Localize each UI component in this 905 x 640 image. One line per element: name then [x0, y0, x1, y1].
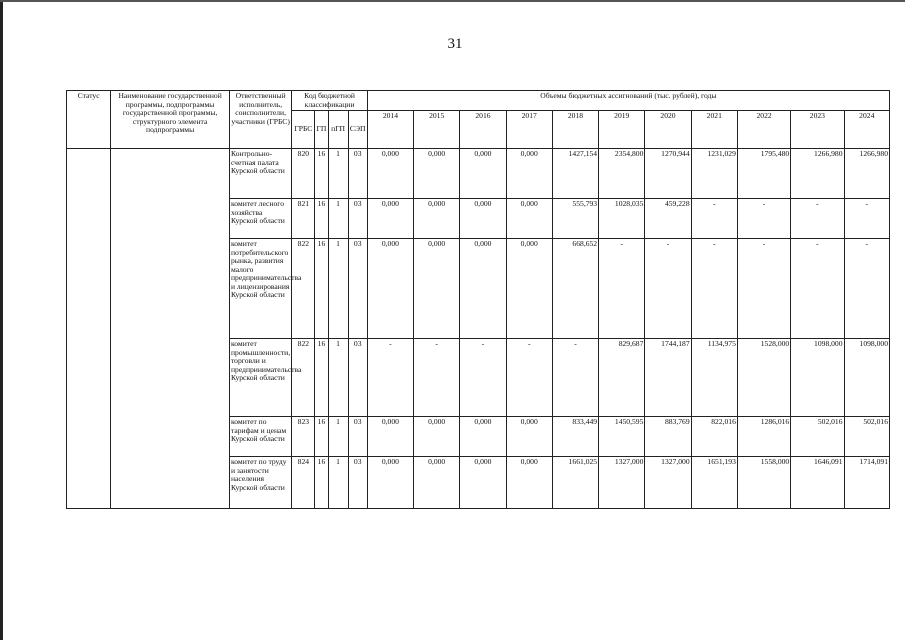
value-cell: -: [844, 239, 889, 339]
code-gp: 16: [315, 149, 328, 199]
value-cell: 0,000: [460, 417, 506, 457]
value-cell: 0,000: [414, 199, 460, 239]
code-gp: 16: [315, 417, 328, 457]
value-cell: -: [552, 339, 598, 417]
header-code-pgp: пГП: [328, 111, 348, 149]
page-number: 31: [447, 36, 463, 52]
header-year: 2016: [460, 111, 506, 149]
value-cell: 1744,187: [645, 339, 691, 417]
header-code-grbs: ГРБС: [292, 111, 315, 149]
value-cell: 1134,975: [691, 339, 737, 417]
code-pgp: 1: [328, 339, 348, 417]
header-year: 2015: [414, 111, 460, 149]
value-cell: 1327,000: [645, 457, 691, 509]
header-year: 2021: [691, 111, 737, 149]
value-cell: 1231,029: [691, 149, 737, 199]
value-cell: 1427,154: [552, 149, 598, 199]
value-cell: 1286,016: [737, 417, 790, 457]
value-cell: 829,687: [599, 339, 645, 417]
code-pgp: 1: [328, 199, 348, 239]
code-grbs: 822: [292, 339, 315, 417]
value-cell: 668,652: [552, 239, 598, 339]
code-sep: 03: [348, 199, 367, 239]
code-pgp: 1: [328, 239, 348, 339]
value-cell: 1528,000: [737, 339, 790, 417]
executor-cell: Контрольно-счетная палата Курской области: [229, 149, 291, 199]
value-cell: 1098,000: [791, 339, 844, 417]
executor-cell: комитет по труду и занятости населения Курской области: [229, 457, 291, 509]
code-gp: 16: [315, 239, 328, 339]
header-year: 2022: [737, 111, 790, 149]
value-cell: 502,016: [844, 417, 889, 457]
value-cell: 0,000: [367, 457, 413, 509]
value-cell: -: [506, 339, 552, 417]
value-cell: 1646,091: [791, 457, 844, 509]
header-year: 2020: [645, 111, 691, 149]
value-cell: -: [460, 339, 506, 417]
code-sep: 03: [348, 149, 367, 199]
value-cell: -: [737, 199, 790, 239]
value-cell: 0,000: [367, 149, 413, 199]
value-cell: 0,000: [414, 239, 460, 339]
value-cell: -: [737, 239, 790, 339]
value-cell: -: [367, 339, 413, 417]
value-cell: 1558,000: [737, 457, 790, 509]
value-cell: -: [599, 239, 645, 339]
code-grbs: 820: [292, 149, 315, 199]
header-code-gp: ГП: [315, 111, 328, 149]
value-cell: 0,000: [414, 149, 460, 199]
value-cell: 1098,000: [844, 339, 889, 417]
header-year: 2019: [599, 111, 645, 149]
value-cell: 0,000: [460, 239, 506, 339]
value-cell: 0,000: [506, 199, 552, 239]
value-cell: 0,000: [460, 149, 506, 199]
value-cell: 0,000: [506, 239, 552, 339]
scan-edge-left: [0, 0, 3, 640]
value-cell: 0,000: [506, 457, 552, 509]
value-cell: 0,000: [460, 457, 506, 509]
value-cell: 883,769: [645, 417, 691, 457]
executor-cell: комитет лесного хозяйства Курской области: [229, 199, 291, 239]
code-pgp: 1: [328, 149, 348, 199]
code-pgp: 1: [328, 417, 348, 457]
value-cell: 0,000: [367, 199, 413, 239]
header-executor: Ответственный исполнитель, соисполнители, участники (ГРБС): [229, 91, 291, 149]
header-year: 2014: [367, 111, 413, 149]
header-year: 2024: [844, 111, 889, 149]
value-cell: 1327,000: [599, 457, 645, 509]
value-cell: 1795,480: [737, 149, 790, 199]
code-pgp: 1: [328, 457, 348, 509]
value-cell: 0,000: [414, 417, 460, 457]
value-cell: -: [691, 239, 737, 339]
value-cell: 1266,980: [791, 149, 844, 199]
code-gp: 16: [315, 457, 328, 509]
value-cell: 1661,025: [552, 457, 598, 509]
header-volumes: Объемы бюджетных ассигнований (тыс. рублей), годы: [367, 91, 889, 111]
code-sep: 03: [348, 339, 367, 417]
code-sep: 03: [348, 457, 367, 509]
value-cell: 1450,595: [599, 417, 645, 457]
value-cell: 1270,944: [645, 149, 691, 199]
budget-table: [66, 90, 890, 509]
code-sep: 03: [348, 239, 367, 339]
value-cell: -: [791, 199, 844, 239]
status-cell: [67, 149, 111, 509]
code-grbs: 824: [292, 457, 315, 509]
code-gp: 16: [315, 199, 328, 239]
value-cell: 502,016: [791, 417, 844, 457]
header-name: Наименование государственной программы, подпрограммы государственной программы, структурного элемента подпрограммы: [111, 91, 230, 149]
value-cell: 833,449: [552, 417, 598, 457]
value-cell: 0,000: [367, 417, 413, 457]
code-grbs: 822: [292, 239, 315, 339]
code-sep: 03: [348, 417, 367, 457]
header-budget-code: Код бюджетной классификации: [292, 91, 367, 111]
value-cell: 1714,091: [844, 457, 889, 509]
value-cell: -: [844, 199, 889, 239]
value-cell: 1651,193: [691, 457, 737, 509]
value-cell: 0,000: [414, 457, 460, 509]
header-year: 2017: [506, 111, 552, 149]
value-cell: 0,000: [506, 417, 552, 457]
executor-cell: комитет промышленности, торговли и предпринимательства Курской области: [229, 339, 291, 417]
executor-cell: комитет по тарифам и ценам Курской области: [229, 417, 291, 457]
value-cell: -: [414, 339, 460, 417]
value-cell: 555,793: [552, 199, 598, 239]
executor-cell: комитет потребительского рынка, развития малого предпринимательства и лицензирования Курской области: [229, 239, 291, 339]
code-grbs: 823: [292, 417, 315, 457]
scan-edge-top: [0, 0, 905, 2]
header-year: 2023: [791, 111, 844, 149]
value-cell: 0,000: [460, 199, 506, 239]
value-cell: -: [791, 239, 844, 339]
header-status: Статус: [67, 91, 111, 149]
table-row: [67, 149, 890, 199]
value-cell: 1266,980: [844, 149, 889, 199]
value-cell: 822,016: [691, 417, 737, 457]
value-cell: 1028,035: [599, 199, 645, 239]
value-cell: -: [645, 239, 691, 339]
code-grbs: 821: [292, 199, 315, 239]
header-code-sep: СЭП: [348, 111, 367, 149]
value-cell: 459,228: [645, 199, 691, 239]
value-cell: 0,000: [367, 239, 413, 339]
code-gp: 16: [315, 339, 328, 417]
header-year: 2018: [552, 111, 598, 149]
value-cell: 2354,800: [599, 149, 645, 199]
name-cell: [111, 149, 230, 509]
value-cell: 0,000: [506, 149, 552, 199]
value-cell: -: [691, 199, 737, 239]
